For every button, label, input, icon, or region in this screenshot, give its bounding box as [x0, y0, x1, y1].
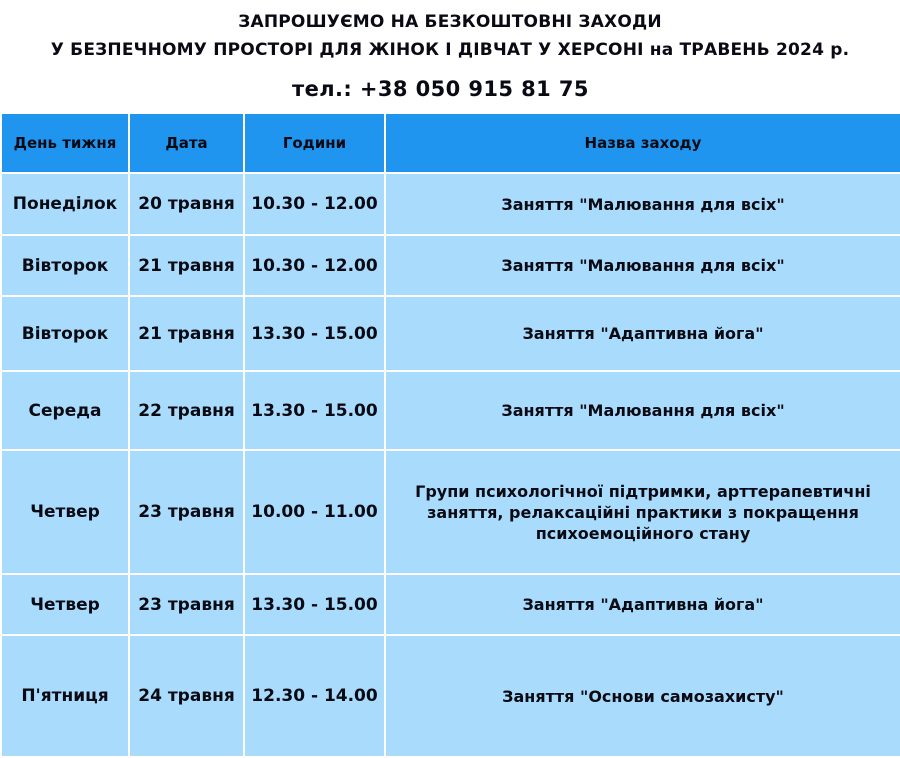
column-header-date: Дата — [129, 113, 244, 173]
cell-event: Заняття "Основи самозахисту" — [385, 635, 900, 757]
table-row — [1, 635, 900, 757]
table-row — [1, 235, 900, 296]
cell-hours: 10.30 - 12.00 — [244, 235, 385, 296]
cell-hours: 10.30 - 12.00 — [244, 173, 385, 235]
cell-hours: 13.30 - 15.00 — [244, 574, 385, 635]
cell-hours: 12.30 - 14.00 — [244, 635, 385, 757]
cell-day: Середа — [1, 371, 129, 450]
cell-day: П'ятниця — [1, 635, 129, 757]
title-line-2: У БЕЗПЕЧНОМУ ПРОСТОРІ ДЛЯ ЖІНОК І ДІВЧАТ У ХЕРСОНІ на ТРАВЕНЬ 2024 р. — [50, 40, 850, 60]
phone-number: тел.: +38 050 915 81 75 — [292, 77, 589, 101]
table-row — [1, 296, 900, 371]
cell-day: Четвер — [1, 574, 129, 635]
cell-event: Заняття "Малювання для всіх" — [385, 173, 900, 235]
table-row — [1, 450, 900, 574]
column-header-event: Назва заходу — [385, 113, 900, 173]
cell-event: Групи психологічної підтримки, арттерапевтичні заняття, релаксаційні практики з покращення психоемоційного стану — [385, 450, 900, 574]
column-header-hours: Години — [244, 113, 385, 173]
cell-event: Заняття "Малювання для всіх" — [385, 371, 900, 450]
cell-date: 22 травня — [129, 371, 244, 450]
cell-day: Четвер — [1, 450, 129, 574]
cell-hours: 13.30 - 15.00 — [244, 296, 385, 371]
table-header-row — [1, 113, 900, 173]
cell-day: Вівторок — [1, 235, 129, 296]
table-row — [1, 173, 900, 235]
cell-event: Заняття "Малювання для всіх" — [385, 235, 900, 296]
table-row — [1, 574, 900, 635]
cell-event: Заняття "Адаптивна йога" — [385, 574, 900, 635]
table-row — [1, 371, 900, 450]
cell-date: 21 травня — [129, 235, 244, 296]
title-line-1: ЗАПРОШУЄМО НА БЕЗКОШТОВНІ ЗАХОДИ — [238, 12, 662, 32]
cell-day: Понеділок — [1, 173, 129, 235]
cell-day: Вівторок — [1, 296, 129, 371]
cell-date: 21 травня — [129, 296, 244, 371]
cell-hours: 10.00 - 11.00 — [244, 450, 385, 574]
cell-date: 23 травня — [129, 574, 244, 635]
cell-date: 23 травня — [129, 450, 244, 574]
cell-date: 24 травня — [129, 635, 244, 757]
page-header — [0, 0, 900, 112]
cell-event: Заняття "Адаптивна йога" — [385, 296, 900, 371]
schedule-table — [0, 112, 900, 758]
column-header-day: День тижня — [1, 113, 129, 173]
cell-hours: 13.30 - 15.00 — [244, 371, 385, 450]
cell-date: 20 травня — [129, 173, 244, 235]
